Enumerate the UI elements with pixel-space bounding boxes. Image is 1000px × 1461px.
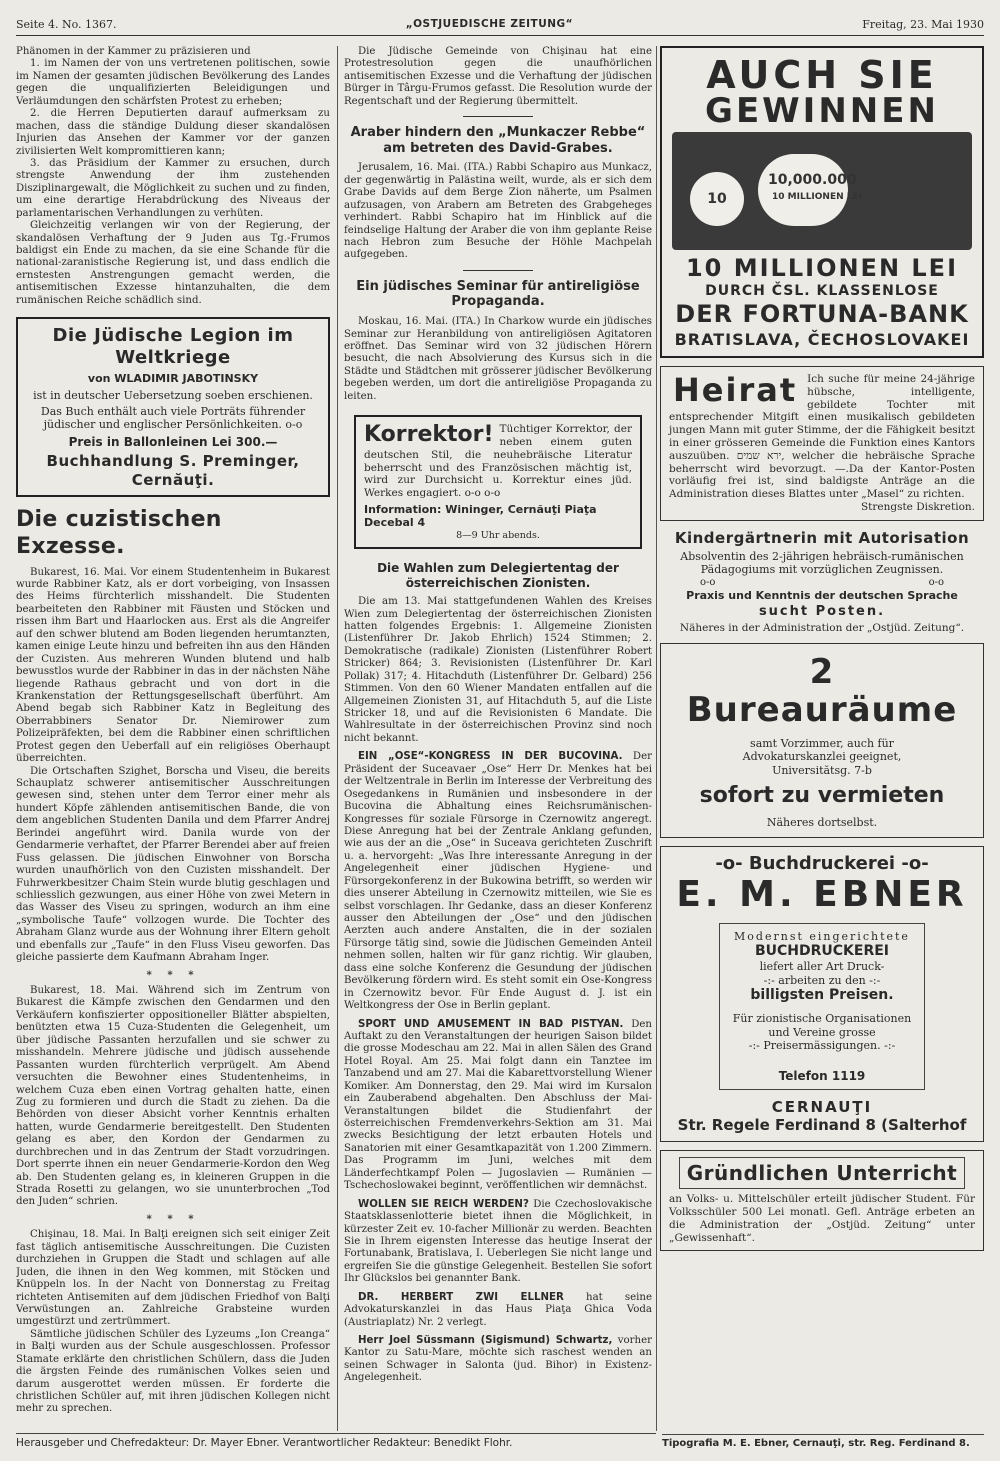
kindergarten-ad (660, 529, 984, 635)
ad-text: Absolventin des 2-jährigen hebräisch-rumänischen Pädagogiums mit vorzüglichen Zeugnissen. (680, 550, 964, 577)
news-lead: WOLLEN SIE REICH WERDEN? (358, 1198, 529, 1210)
ad-text: Tüchtiger Korrektor, der neben einem guten deutschen Stil, die neuhebräische Literatur beherrscht und des Französischen mächtig ist, wird zur Durchsicht u. Korrektur eines jüd. Werkes engagiert. o-o o-o (364, 423, 632, 500)
text-paragraph: Bukarest, 16. Mai. Vor einem Studentenheim in Bukarest wurde Rabbiner Katz, als er dort vorbeiging, von Insassen des Heims fürchterlich misshandelt. Die Studenten bearbeiteten den Rabbiner mit Fäusten und Stöcken und rissen ihm Bart und Haarlocken aus. Erst als die Angreifer auf den schwer blutend am Boden liegenden herumtanzten, kamen einige Leute hinzu und befreiten ihn aus den Händen der Cuzisten. Aus mehreren Wunden blutend und halb bewusstlos wurde der Rabbiner in das in der nächsten Nähe liegende Rathaus gebracht und von dort in die Krankenstation der Rettungsgesellschaft überführt. Am Abend begab sich Rabbiner Katz in Begleitung des Oberrabbiners Senator Dr. Niemirower zum Polizeipräfekten, bei dem die Rabbiner einen schriftlichen Protest gegen den Ueberfall auf ein religiöses Oberhaupt überreichten. (16, 566, 330, 765)
ad-text: Näheres dortselbst. (766, 815, 878, 829)
coin-graphic: 10 (690, 172, 744, 226)
money-bag-icon (758, 154, 848, 226)
text-paragraph: Die am 13. Mai stattgefundenen Wahlen des Kreises Wien zum Delegiertentag der österreichischen Zionisten hatten folgendes Ergebnis: 1. Allgemeine Zionisten (Listenführer Dr. Jakob Ehrlich) 1524 Stimmen; 2. Demokratische (radikale) Zionisten (Listenführer Robert Stricker) 864; 3. Revisionisten (Listenführer Dr. Karl Pollak) 317; 4. Hitachduth (Listenführer Dr. Gelbard) 256 Stimmen. Von den 60 Wiener Mandaten entfallen auf die Allgemeinen Zionisten 31, auf Hitachduth 5, auf die Liste Stricker 18, und auf die Revisionisten 6 Mandate. Die Wahlresultate in der österreichischen Provinz sind noch nicht bekannt. (344, 596, 652, 744)
column-1 (16, 46, 330, 1436)
text-paragraph (344, 1199, 652, 1286)
news-body: vorher Kantor zu Satu-Mare, möchte sich raschest wenden an seinen Schwager in Salonta (jud. Bihor) in Existenz-Angelegenheit. (344, 1335, 652, 1384)
ebner-print-ad (660, 846, 984, 1141)
ad-text: DER FORTUNA-BANK (675, 300, 969, 329)
ebner-inner-box (719, 923, 925, 1090)
ad-text: sucht Posten. (758, 604, 886, 620)
ad-title: E. M. EBNER (676, 874, 968, 916)
ad-title: Gründlichen Unterricht (679, 1157, 965, 1189)
page-number: Seite 4. No. 1367. (16, 17, 117, 31)
text-paragraph: 3. das Präsidium der Kammer zu ersuchen, durch strengste Anwendung der ihm zustehenden Disziplinargewalt, die Möglichkeit zu suchen und zu finden, um eine derartige Herabdrückung des Niveaus der parlamentarischen Verhandlungen zu verhüten. (16, 157, 330, 219)
ad-info: Information: Wininger, Cernăuţi Piaţa Decebal 4 (364, 502, 597, 530)
text-paragraph: Chişinau, 18. Mai. In Balţi ereignen sich seit einiger Zeit fast täglich antisemitische Ausschreitungen. Die Cuzisten durchziehen in Gruppen die Stadt und schlagen auf alle Juden, die ihnen in den Weg kommen, mit Stöcken und Knüppeln los. In der Nacht von Donnerstag zu Freitag richteten Antisemiten auf dem jüdischen Friedhof von Balţi Verwüstungen an. Zahlreiche Grabsteine wurden umgestürzt und zertrümmert. (16, 1229, 330, 1328)
separator-stars: * * * (146, 968, 200, 981)
text-paragraph: Sämtliche jüdischen Schüler des Lyzeums „Ion Creanga“ in Balţi wurden aus der Schule ausgeschlossen. Professor Stamate erklärte den christlichen Schülern, dass die Juden die ärgsten Feinde des rumänischen Volkes seien und darum ausgerottet werden müssen. Er forderte die christlichen Schüler auf, mit ihren jüdischen Kollegen nicht mehr zu sprechen. (16, 1328, 330, 1415)
ad-text: sofort zu vermieten (699, 783, 945, 809)
ornament: o-o (928, 576, 944, 588)
ad-shop: Buchhandlung S. Preminger, Cernăuţi. (46, 452, 300, 489)
divider (463, 270, 533, 271)
newspaper-title: „OSTJUEDISCHE ZEITUNG“ (405, 18, 574, 31)
text-paragraph: Bukarest, 18. Mai. Während sich im Zentrum von Bukarest die Kämpfe zwischen den Gendarmen und den Verkäufern konfiszierter oppositioneller Blätter abspielten, benützten etwa 15 Cuza-Studenten die Gelegenheit, um über jüdische Passanten herzufallen und sie schwer zu misshandeln. Mehrere jüdische und jüdisch aussehende Passanten wurden fürchterlich verprügelt. Am Abend versuchten die Bewohner eines Studentenheims, in welchem Cuza eben einen Vortrag gehalten hatte, einen Zug zu formieren und durch die Stadt zu ziehen. Da die Behörden von dieser Absicht vorher Kenntnis erhalten hatten, wurde Gendarmerie bereitgestellt. Den Studenten gelang es aber, den Kordon der Gendarmen zu durchbrechen und in das Zentrum der Stadt vorzudringen. Dort sperrte ihnen ein neuer Gendarmerie-Kordon den Weg ab. Den Studenten gelang es, in kleineren Gruppen in die Strada Rosetti zu gelangen, wo sie ununterbrochen „Tod den Juden“ schrien. (16, 985, 330, 1208)
bureau-ad (660, 643, 984, 838)
article-headline: Ein jüdisches Seminar für antireligiöse Propaganda. (356, 278, 640, 310)
ad-title: 2 Bureauräume (686, 652, 958, 730)
ad-headline: GEWINNEN (705, 91, 939, 131)
news-lead: EIN „OSE“-KONGRESS IN DER BUCOVINA. (358, 751, 623, 763)
text-paragraph (344, 1292, 652, 1329)
column-divider (656, 46, 657, 1431)
news-lead: Herr Joel Süssmann (Sigismund) Schwartz, (358, 1335, 613, 1347)
ad-text: DURCH ČSL. KLASSENLOSE (705, 283, 939, 300)
ad-phone: Telefon 1119 (778, 1068, 866, 1083)
ad-headline: AUCH SIE (706, 53, 938, 97)
divider (463, 116, 533, 117)
legion-book-ad (16, 317, 330, 497)
separator-stars: * * * (146, 1212, 200, 1225)
text-paragraph (344, 1335, 652, 1385)
ad-text: -:- arbeiten zu den -:- (763, 973, 881, 987)
ad-text: liefert aller Art Druck- (759, 960, 885, 974)
ad-title: Heirat (673, 371, 798, 409)
text-paragraph: Die Ortschaften Szighet, Borscha und Viseu, die bereits Schauplatz schwerer antisemitischer Ausschreitungen gewesen sind, stehen unter dem Terror einer mehr als hundert Köpfe zählenden antisemitischen Bande, die von dem angeblichen Studenten Danila und dem Pfarrer Andrej Berindei angeführt wird. Danila wurde von der Gendarmerie verhaftet, der Pfarrer Berendei aber auf freien Fuss gelassen. Die jüdischen Einwohner von Borscha wurden unaufhörlich von den Cuzisten misshandelt. Der Fuhrwerkbesitzer Chaim Stein wurde blutig geschlagen und schliesslich gezwungen, aus einer Höhe von zwei Metern in das Wasser des Viseu zu springen, wodurch an ihm eine „symbolische Taufe“ vollzogen wurde. Die Tochter des Abraham Glanz wurde aus der Wohnung ihrer Eltern geholt und ebenfalls zur „Taufe“ in den Fluss Viseu geworfen. Das gleiche passierte dem Kaufmann Abraham Inger. (16, 765, 330, 964)
issue-date: Freitag, 23. Mai 1930 (862, 17, 984, 31)
ad-sign: Strengste Diskretion. (860, 500, 975, 513)
ad-title: Korrektor! (364, 422, 494, 448)
column-2 (344, 46, 652, 1436)
imprint-editors: Herausgeber und Chefredakteur: Dr. Mayer Ebner. Verantwortlicher Redakteur: Benedikt Flohr. (16, 1433, 656, 1450)
prize-amount-sub: 10 MILLIONEN LEI (772, 192, 863, 202)
article-headline: Die cuzistischen Exzesse. (16, 506, 222, 559)
column-divider (337, 46, 338, 1431)
fortuna-bank-ad (660, 46, 984, 358)
text-paragraph: Jerusalem, 16. Mai. (ITA.) Rabbi Schapiro aus Munkacz, der gegenwärtig in Palästina weilt, wurde, als er sich dem Grabe Davids auf dem Berge Zion näherte, um Psalmen aufzusagen, von Arabern am Betreten des Grabgeheges verhindert. Rabbi Schapiro hat im Hinblick auf die feindselige Haltung der Araber die von ihm geplante Reise nach Hebron zum Besuche der Höhle Machpelah aufgegeben. (344, 162, 652, 261)
news-lead: SPORT UND AMUSEMENT IN BAD PISTYAN. (358, 1018, 624, 1030)
ad-title: Kindergärtnerin mit Autorisation (674, 528, 970, 547)
text-paragraph (344, 1019, 652, 1193)
ad-text: Näheres in der Administration der „Ostjüd. Zeitung“. (679, 622, 965, 635)
ornament: o-o (700, 576, 716, 588)
text-paragraph (344, 751, 652, 1012)
ad-hours: 8—9 Uhr abends. (456, 529, 540, 541)
ad-price: Preis in Ballonleinen Lei 300.— (68, 434, 278, 449)
ad-text: samt Vorzimmer, auch für Advokaturskanzlei geeignet, Universitătsg. 7-b (742, 736, 902, 777)
masthead (16, 10, 984, 36)
newspaper-page (16, 10, 984, 1450)
unterricht-ad (660, 1150, 984, 1252)
article-headline: Die Wahlen zum Delegiertentag der österreichischen Zionisten. (377, 561, 619, 590)
news-body: Den Auftakt zu den Veranstaltungen der heurigen Saison bildet die grosse Modeschau am 22. Mai in allen Sälen des Grand Hotel Royal. Am 25. Mai folgt dann ein Tanztee im Tanzabend und am 27. Mai die Kabarettvorstellung Wiener Komiker. Am Donnerstag, den 29. Mai wird im Kursalon ein Zauberabend abgehalten. Den Abschluss der Mai-Veranstaltungen bildet die Studienfahrt der österreichischen Fremdenverkehrs-Sektion am 31. Mai zwecks Besichtigung der letzt erbauten Hotels und Sanatorien mit einer Gesamtkapazität von 1.200 Zimmern. Das Programm im Juni, welches mit dem Länderfechtkampf Polen — Jugoslavien — Rumänien — Tschechoslowakei beginnt, veröffentlichen wir demnächst. (344, 1018, 652, 1192)
ad-text: Modernst eingerichtete (734, 929, 910, 943)
text-paragraph: Die Jüdische Gemeinde von Chişinau hat eine Protestresolution gegen die unaufhörlichen antisemitischen Exzesse und die Verhaftung der jüdischen Bürger in Târgu-Frumos gefasst. Die Resolution wurde der Regentschaft und der Regierung übermittelt. (344, 46, 652, 107)
ad-text: an Volks- u. Mittelschüler erteilt jüdischer Student. Für Volksschüler 500 Lei monatl. Gefl. Anträge erbeten an die Administration der „Ostjüd. Zeitung“ unter „Gewissenhaft“. (669, 1193, 975, 1244)
ad-street: Str. Regele Ferdinand 8 (Salterhof (677, 1116, 967, 1135)
news-lead: DR. HERBERT ZWI ELLNER (358, 1291, 564, 1303)
text-paragraph: Phänomen in der Kammer zu präzisieren und (16, 46, 251, 57)
ad-text: BRATISLAVA, ČECHOSLOVAKEI (674, 329, 970, 349)
ad-text: 10 MILLIONEN LEI (685, 254, 959, 282)
news-body: Die Czechoslovakische Staatsklassenlotterie bietet ihnen die Möglichkeit, in kürzester Zeit ev. 10-facher Millionär zu werden. Beachten Sie in Ihrem eigensten Interesse das heutige Inserat der Fortunabank, Bratislava, I. Ueberlegen Sie nicht lange und ergreifen Sie die günstige Gelegenheit. Bestellen Sie sofort Ihr Glückslos bei genannter Bank. (344, 1198, 652, 1285)
ad-title: Die Jüdische Legion im Weltkriege (52, 325, 294, 369)
ad-text: BUCHDRUCKEREI (754, 943, 890, 960)
news-body: Der Präsident der Suceavaer „Ose“ Herr Dr. Menkes hat bei der Weltzentrale in Berlin im Interesse der Verbreitung des Osegedankens in Rumänien und insbesondere in der Bucovina die Abhaltung eines Reichsrumänischen-Kongresses für soziale Fürsorge in Czernowitz angeregt. Diese Anregung hat bei der Zentrale Anklang gefunden, wie aus der an die „Ose“ in Suceava gerichteten Zuschrift u. a. hervorgeht: „Was Ihre interessante Anregung in der Angelegenheit einer jüdischen Hygiene- und Fürsorgekonferenz in der Bukowina betrifft, so werden wir dies unserer Abteilung in Czernowitz mitteilen, wie Sie es selbst vorschlagen. Ihr Gedanke, dass an dieser Konferenz ausser den Abteilungen der „Ose“ und den jüdischen Aerzten auch andere Anstalten, die in der sozialen Fürsorge tätig sind, sowie die Jüdischen Gemeinden Anteil nehmen sollen, halten wir für ganz richtig. Wir glauben, dass eine solche Konferenz die Gesundung der jüdischen Bevölkerung fördern wird. Es steht somit ein Ose-Kongress in Czernowitz bevor. Für Ende August d. J. ist ein Weltkongress der Ose in Berlin geplant. (344, 751, 652, 1012)
article-headline: Araber hindern den „Munkaczer Rebbe“ am betreten des David-Grabes. (350, 125, 646, 156)
ad-city: CERNAUŢI (771, 1098, 873, 1117)
text-paragraph: 1. im Namen der von uns vertretenen politischen, sowie im Namen der gesamten jüdischen Bevölkerung des Landes gegen die unqualifizierten Beleidigungen und Verläumdungen den schärfsten Protest zu erheben; (16, 58, 330, 107)
ad-text: billigsten Preisen. (750, 987, 894, 1004)
ad-text: Praxis und Kenntnis der deutschen Sprache (686, 589, 958, 603)
text-paragraph: Moskau, 16. Mai. (ITA.) In Charkow wurde ein jüdisches Seminar zur Heranbildung von antireligiösen Agitatoren eröffnet. Das Seminar wird von 32 jüdischen Hörern besucht, die nach Absolvierung des Kursus sich in die Städte und Städtchen mit grösserer jüdischer Bevölkerung begeben werden, um dort die antireligiöse Propaganda zu leiten. (344, 316, 652, 402)
ad-text: ist in deutscher Uebersetzung soeben erschienen. (33, 388, 313, 402)
money-bag-illustration (672, 132, 972, 250)
text-paragraph: Gleichzeitig verlangen wir von der Regierung, der skandalösen Verhaftung der 9 Juden aus Tg.-Frumos baldigst ein Ende zu machen, da sie eine Schande für die national-zaranistische Regierung ist, und dass endlich die ernstesten Anstrengungen gemacht werden, die antisemitischen Exzesse hintanzuhalten, die dem rumänischen Reiche schädlich sind. (16, 220, 330, 306)
imprint-printer: Tipografia M. E. Ebner, Cernauţi, str. Reg. Ferdinand 8. (662, 1434, 984, 1450)
heirat-ad (660, 366, 984, 521)
prize-amount: 10,000.000 (768, 172, 857, 188)
text-paragraph: 2. die Herren Deputierten darauf aufmerksam zu machen, dass die ständige Duldung dieser skandalösen Injurien das Ansehen der Kammer vor der ganzen zivilisierten Welt kompromittieren kann; (16, 108, 330, 157)
column-3 (660, 46, 984, 1436)
news-body: hat seine Advokaturskanzlei in das Haus Piaţa Ghica Voda (Austriaplatz) Nr. 2 verlegt. (344, 1291, 652, 1328)
korrektor-ad (354, 415, 642, 549)
ad-text: -:- Preisermässigungen. -:- (748, 1039, 896, 1053)
ad-author: von WLADIMIR JABOTINSKY (87, 372, 259, 386)
ad-text: Ich suche für meine 24-jährige hübsche, intelligente, gebildete Tochter mit entsprechender Mitgift einen musikalisch gebildeten jungen Mann mit guter Stimme, der die Fähigkeit besitzt in einer grösseren Gemeinde die Funktion eines Kantors auszuüben. ירא שמים, welcher die hebräische Sprache beherrscht wird bevorzugt. —.Da der Kantor-Posten vorläufig frei ist, sind baldigste Anträge an die Administration dieses Blattes unter „Masel“ zu richten. (669, 373, 976, 501)
ad-text: Für zionistische Organisationen und Vereine grosse (732, 1012, 912, 1039)
ad-text: Das Buch enthält auch viele Porträts führender jüdischer und englischer Persönlichkeiten. o-o (40, 404, 306, 432)
ad-title: -o- Buchdruckerei -o- (715, 853, 929, 875)
ad-ornaments (660, 577, 984, 589)
